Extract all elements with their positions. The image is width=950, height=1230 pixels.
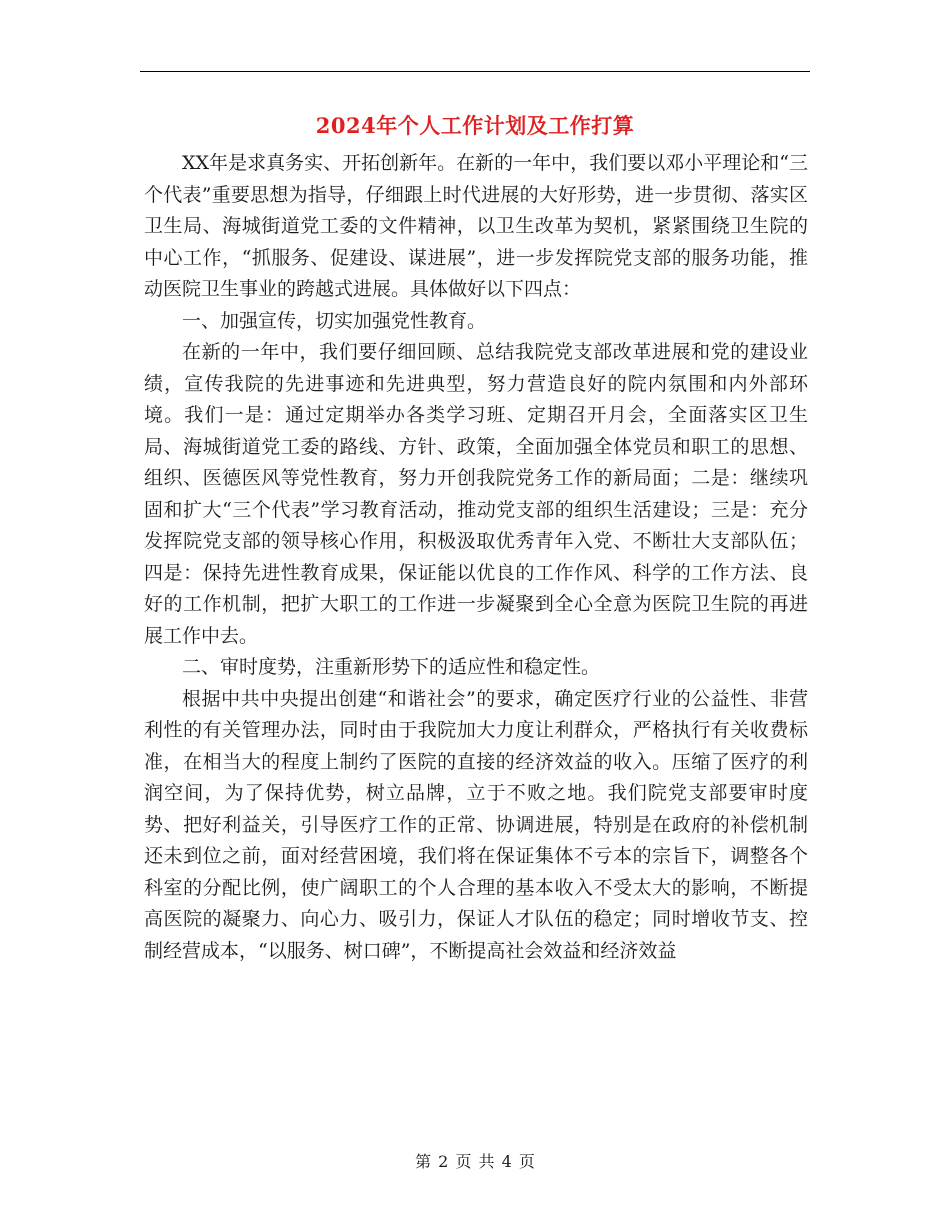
heading-section-2: 二、审时度势，注重新形势下的适应性和稳定性。 bbox=[182, 656, 601, 678]
paragraph-section-1: 在新的一年中，我们要仔细回顾、总结我院党支部改革进展和党的建设业绩，宣传我院的先进事迹和先进典型，努力营造良好的院内氛围和内外部环境。我们一是：通过定期举办各类学习班、定期召开月会，全面落实区卫生局、海城街道党工委的路线、方针、政策，全面加强全体党员和职工的思想、组织、医德医风等党性教育，努力开创我院党务工作的新局面；二是：继续巩固和扩大“三个代表”学习教育活动，推动党支部的组织生活建设；三是：充分发挥院党支部的领导核心作用，积极汲取优秀青年入党、不断壮大支部队伍；四是：保持先进性教育成果，保证能以优良的工作作风、科学的工作方法、良好的工作机制，把扩大职工的工作进一步凝聚到全心全意为医院卫生院的再进展工作中去。 bbox=[144, 341, 808, 647]
paragraph-section-2: 根据中共中央提出创建“和谐社会”的要求，确定医疗行业的公益性、非营利性的有关管理办法，同时由于我院加大力度让利群众，严格执行有关收费标准，在相当大的程度上制约了医院的直接的经济效益的收入。压缩了医疗的利润空间，为了保持优势，树立品牌，立于不败之地。我们院党支部要审时度势、把好利益关，引导医疗工作的正常、协调进展，特别是在政府的补偿机制还未到位之前，面对经营困境，我们将在保证集体不亏本的宗旨下，调整各个科室的分配比例，使广阔职工的个人合理的基本收入不受太大的影响，不断提高医院的凝聚力、向心力、吸引力，保证人才队伍的稳定；同时增收节支、控制经营成本，“以服务、树口碑”，不断提高社会效益和经济效益 bbox=[144, 687, 808, 962]
header-rule bbox=[140, 71, 810, 72]
page-number-footer: 第 2 页 共 4 页 bbox=[415, 1152, 535, 1171]
heading-section-1: 一、加强宣传，切实加强党性教育。 bbox=[182, 309, 487, 332]
document-body bbox=[144, 148, 808, 967]
paragraph-intro: XX年是求真务实、开拓创新年。在新的一年中，我们要以邓小平理论和“三个代表”重要思想为指导，仔细跟上时代进展的大好形势，进一步贯彻、落实区卫生局、海城街道党工委的文件精神，以卫生改革为契机，紧紧围绕卫生院的中心工作，“抓服务、促建设、谋进展”，进一步发挥院党支部的服务功能，推动医院卫生事业的跨越式进展。具体做好以下四点： bbox=[144, 152, 808, 300]
document-title: 2024年个人工作计划及工作打算 bbox=[315, 113, 635, 138]
